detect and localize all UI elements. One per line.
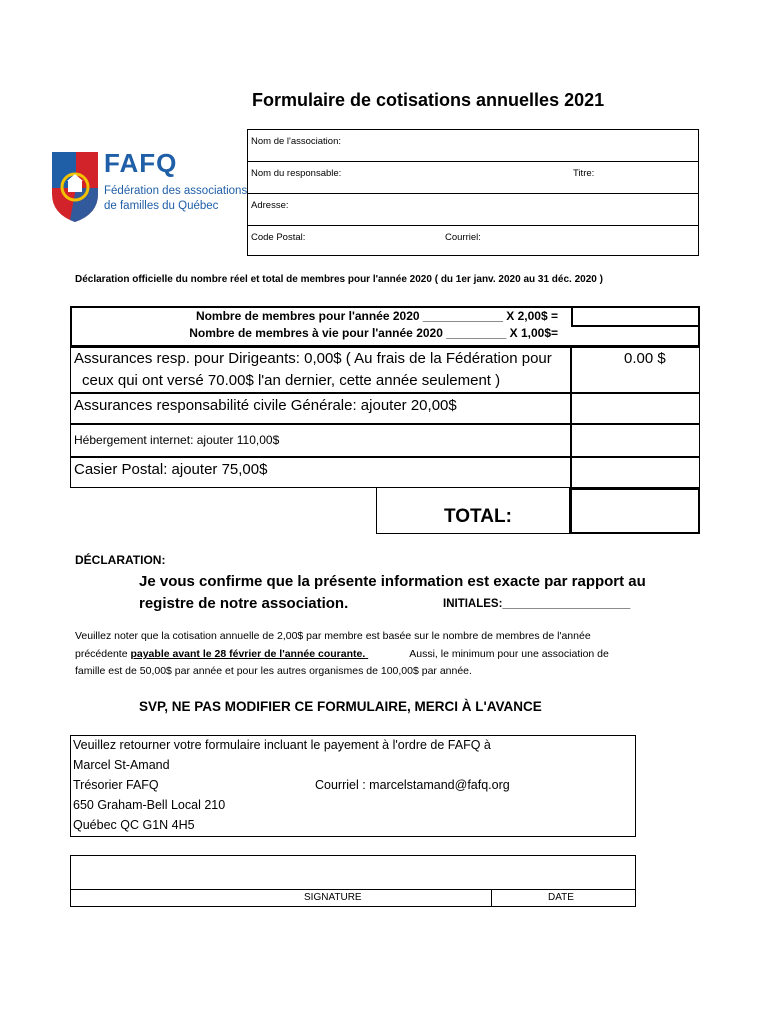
responsable-label: Nom du responsable:	[251, 168, 342, 179]
postal-email-field[interactable]	[248, 226, 698, 257]
confirm-line2: registre de notre association.	[139, 595, 349, 612]
logo-name: FAFQ	[104, 148, 178, 178]
logo-line1: Fédération des associations	[104, 185, 248, 197]
insurance-directors-amount-field[interactable]	[571, 347, 700, 393]
hosting-row	[70, 424, 571, 457]
return-line4: 650 Graham-Bell Local 210	[73, 798, 226, 812]
official-declaration: Déclaration officielle du nombre réel et total de membres pour l'année 2020 ( du 1er janv. 2020 au 31 déc. 2020 )	[75, 274, 603, 285]
notice-line1: Veuillez noter que la cotisation annuelle de 2,00$ par membre est basée sur le nombre de membres de l'année	[75, 630, 591, 642]
insurance-directors-line2: ceux qui ont versé 70.00$ l'an dernier, cette année seulement )	[82, 372, 501, 389]
responsable-field[interactable]	[248, 162, 698, 194]
return-email: Courriel : marcelstamand@fafq.org	[315, 778, 510, 792]
adresse-field[interactable]	[248, 194, 698, 226]
notice-line2-deadline: payable avant le 28 février de l'année courante.	[130, 648, 366, 660]
form-title: Formulaire de cotisations annuelles 2021	[252, 90, 605, 110]
insurance-directors-row	[70, 347, 571, 393]
hosting-label: Hébergement internet: ajouter 110,00$	[74, 433, 280, 447]
life-members-line: Nombre de membres à vie pour l'année 2020 _________ X 1,00$=	[189, 326, 558, 340]
titre-label: Titre:	[573, 168, 595, 179]
association-info-box	[247, 129, 699, 256]
notice-line3: famille est de 50,00$ par année et pour les autres organismes de 100,00$ par année.	[75, 665, 472, 677]
return-line1: Veuillez retourner votre formulaire incluant le payement à l'ordre de FAFQ à	[73, 738, 491, 752]
return-line3: Trésorier FAFQ	[73, 778, 159, 792]
adresse-label: Adresse:	[251, 200, 289, 211]
return-line2: Marcel St-Amand	[73, 758, 170, 772]
return-line5: Québec QC G1N 4H5	[73, 818, 195, 832]
insurance-general-label: Assurances responsabilité civile Générale: ajouter 20,00$	[74, 397, 457, 414]
hosting-amount-field[interactable]	[571, 424, 700, 457]
confirm-line1: Je vous confirme que la présente information est exacte par rapport au	[139, 573, 646, 590]
notice-line2-start: précédente	[75, 648, 131, 660]
insurance-general-amount-field[interactable]	[571, 393, 700, 424]
total-amount-field[interactable]	[570, 488, 700, 534]
fafq-emblem-icon	[50, 148, 100, 224]
po-box-amount-field[interactable]	[571, 457, 700, 488]
return-info-box	[70, 735, 636, 837]
members-amount-field[interactable]	[571, 306, 700, 327]
signature-divider	[71, 889, 635, 890]
do-not-modify-warning: SVP, NE PAS MODIFIER CE FORMULAIRE, MERCI À L'AVANCE	[139, 699, 542, 714]
date-label: DATE	[548, 892, 574, 903]
members-line: Nombre de membres pour l'année 2020 ____________ X 2,00$ =	[195, 309, 558, 323]
po-box-label: Casier Postal: ajouter 75,00$	[74, 461, 268, 478]
insurance-general-row	[70, 393, 571, 424]
notice-line2	[75, 648, 609, 660]
notice-line2-end: Aussi, le minimum pour une association de	[409, 648, 609, 660]
code-postal-label: Code Postal:	[251, 232, 306, 243]
fafq-logo	[50, 148, 248, 224]
declaration-heading: DÉCLARATION:	[75, 553, 166, 567]
insurance-directors-line1: Assurances resp. pour Dirigeants: 0,00$ ( Au frais de la Fédération pour	[74, 350, 552, 367]
fee-table	[70, 306, 700, 488]
association-name-field[interactable]	[248, 130, 698, 162]
courriel-label: Courriel:	[445, 232, 481, 243]
po-box-row	[70, 457, 571, 488]
logo-line2: de familles du Québec	[104, 200, 219, 212]
signature-label: SIGNATURE	[304, 892, 362, 903]
insurance-directors-amount: 0.00 $	[624, 350, 666, 367]
association-name-label: Nom de l'association:	[251, 136, 341, 147]
total-label: TOTAL:	[444, 506, 512, 527]
signature-box[interactable]	[70, 855, 636, 907]
logo-subtitle	[104, 184, 247, 214]
initiales-field[interactable]: INITIALES:____________________	[443, 598, 631, 610]
signature-date-separator	[491, 889, 492, 907]
